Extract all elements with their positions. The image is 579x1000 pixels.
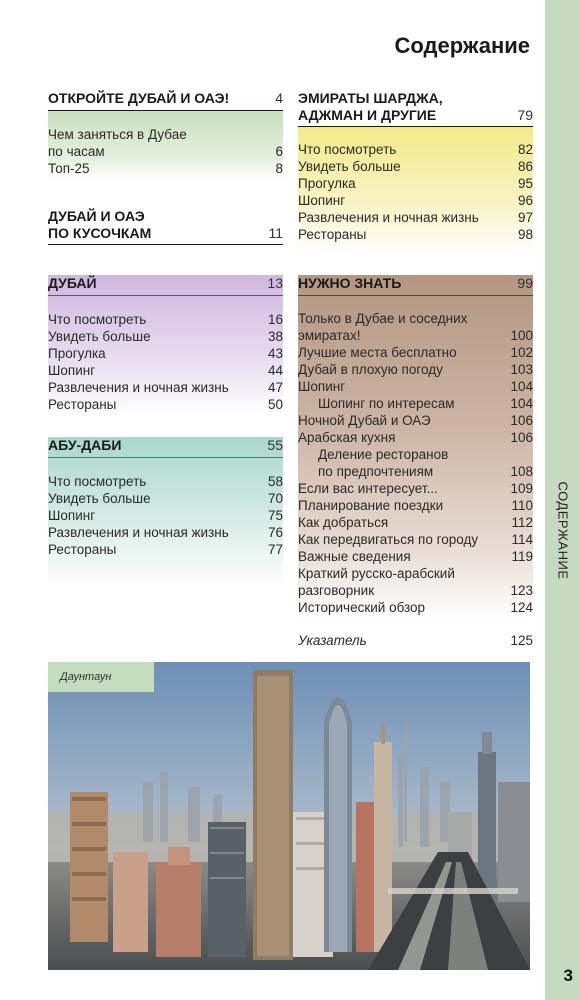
toc-left-column (48, 0, 283, 660)
photo-caption: Даунтаун (48, 662, 154, 692)
toc-entry[interactable]: Дубай в плохую погоду 103 (298, 362, 533, 377)
entry-list (298, 310, 533, 649)
toc-entry[interactable]: Шопинг 104 (298, 379, 533, 394)
toc-section-pieces[interactable] (48, 208, 283, 245)
toc-entry[interactable]: Как передвигаться по городу 114 (298, 532, 533, 547)
toc-entry[interactable]: Развлечения и ночная жизнь 76 (48, 525, 283, 540)
toc-entry[interactable]: Увидеть больше 70 (48, 491, 283, 506)
toc-entry[interactable]: Если вас интересует... 109 (298, 481, 533, 496)
toc-section-dubai[interactable] (48, 275, 283, 413)
skyline-illustration (48, 662, 530, 970)
toc-entry-index[interactable]: Указатель 125 (298, 633, 533, 648)
section-heading[interactable]: НУЖНО ЗНАТЬ 99 (298, 275, 533, 296)
section-heading[interactable]: ДУБАЙ 13 (48, 275, 283, 296)
toc-entry[interactable]: Важные сведения 119 (298, 549, 533, 564)
page-title: Содержание (394, 33, 530, 58)
page-number: 3 (563, 966, 573, 985)
toc-entry[interactable]: Краткий русско-арабский разговорник 123 (298, 566, 533, 598)
toc-entry[interactable]: Исторический обзор 124 (298, 600, 533, 615)
toc-entry[interactable]: Развлечения и ночная жизнь 47 (48, 380, 283, 395)
skyline-photo (48, 662, 530, 970)
toc-entry[interactable]: Что посмотреть 82 (298, 142, 533, 157)
toc-entry[interactable]: Рестораны 50 (48, 397, 283, 412)
toc-right-column (298, 0, 533, 660)
toc-section-open[interactable] (48, 90, 283, 177)
toc-entry[interactable]: Рестораны 98 (298, 227, 533, 242)
toc-subentry[interactable]: Деление ресторанов по предпочтениям 108 (318, 447, 533, 479)
toc-entry[interactable]: Что посмотреть 16 (48, 312, 283, 327)
toc-subentry[interactable]: Шопинг по интересам 104 (318, 396, 533, 411)
side-section-label: СОДЕРЖАНИЕ (555, 480, 571, 580)
toc-section-emirates[interactable] (298, 90, 533, 243)
toc-entry[interactable]: Топ-25 8 (48, 161, 283, 176)
toc-entry[interactable]: Шопинг 44 (48, 363, 283, 378)
toc-entry[interactable]: Арабская кухня 106 (298, 430, 533, 445)
toc-entry[interactable]: Шопинг 96 (298, 193, 533, 208)
toc-entry[interactable]: Прогулка 95 (298, 176, 533, 191)
toc-entry[interactable]: Ночной Дубай и ОАЭ 106 (298, 413, 533, 428)
toc-section-know[interactable] (298, 275, 533, 649)
toc-entry[interactable]: Шопинг 75 (48, 508, 283, 523)
toc-entry[interactable]: Увидеть больше 38 (48, 329, 283, 344)
toc-entry[interactable]: Развлечения и ночная жизнь 97 (298, 210, 533, 225)
toc-entry[interactable]: Увидеть больше 86 (298, 159, 533, 174)
section-heading[interactable]: ОТКРОЙТЕ ДУБАЙ И ОАЭ! 4 (48, 90, 283, 111)
entry-list (48, 473, 283, 558)
toc-entry[interactable]: Что посмотреть 58 (48, 474, 283, 489)
toc-entry[interactable]: Только в Дубае и соседних эмиратах! 100 (298, 311, 533, 343)
entry-list (48, 311, 283, 413)
toc-entry[interactable]: Планирование поездки 110 (298, 498, 533, 513)
section-heading[interactable]: ДУБАЙ И ОАЭ ПО КУСОЧКАМ 11 (48, 208, 283, 245)
toc-entry[interactable]: Чем заняться в Дубае по часам 6 (48, 127, 283, 159)
section-heading[interactable]: ЭМИРАТЫ ШАРДЖА, АДЖМАН И ДРУГИЕ 79 (298, 90, 533, 127)
entry-list (48, 126, 283, 177)
toc-entry[interactable]: Рестораны 77 (48, 542, 283, 557)
toc-entry[interactable]: Лучшие места бесплатно 102 (298, 345, 533, 360)
section-heading[interactable]: АБУ-ДАБИ 55 (48, 437, 283, 458)
toc-section-abudhabi[interactable] (48, 437, 283, 558)
toc-entry[interactable]: Как добраться 112 (298, 515, 533, 530)
toc-entry[interactable]: Прогулка 43 (48, 346, 283, 361)
entry-list (298, 141, 533, 243)
